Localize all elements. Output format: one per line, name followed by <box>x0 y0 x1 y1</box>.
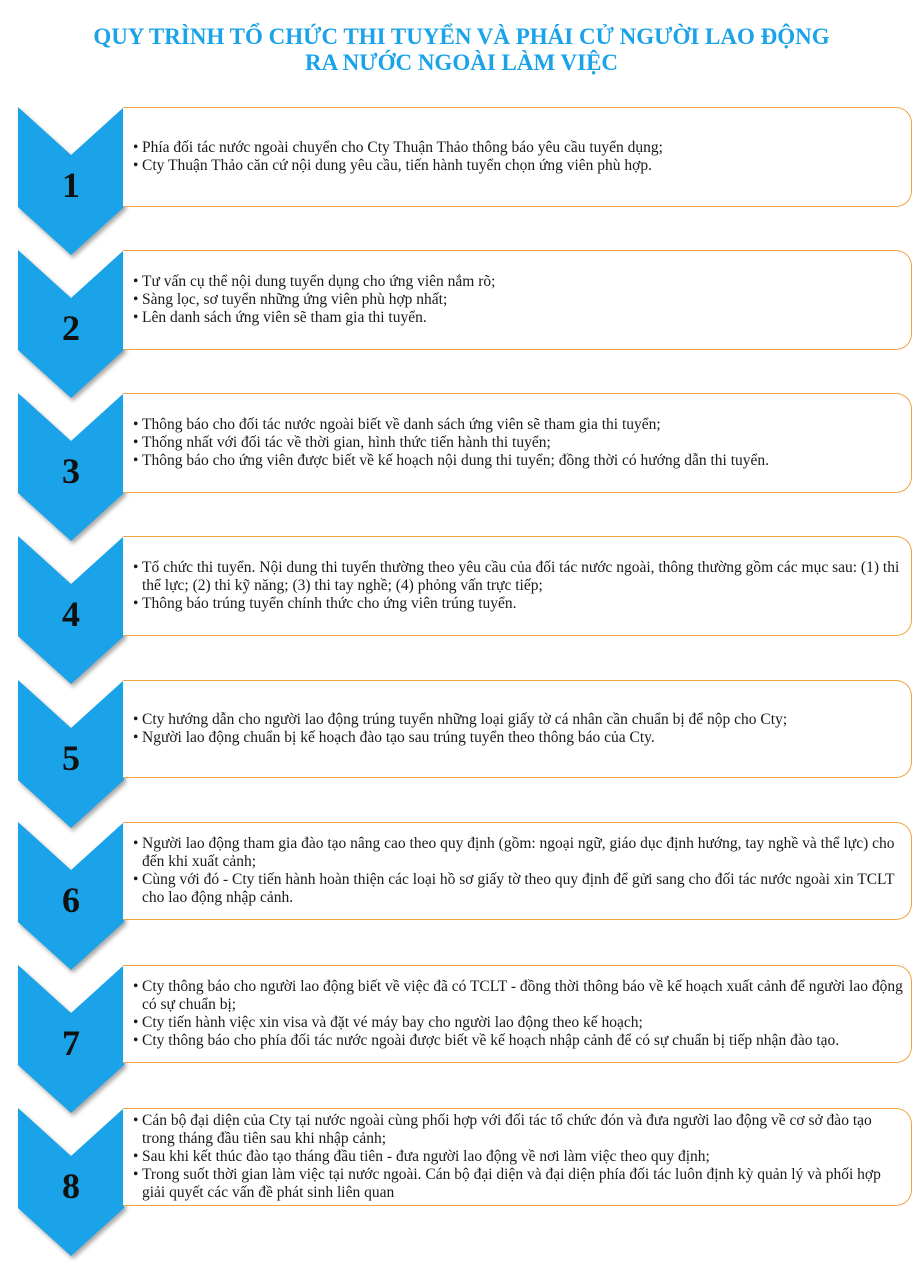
bullet-icon: • <box>133 273 139 290</box>
bullet-icon: • <box>133 1014 139 1031</box>
step-7-item <box>133 1032 903 1050</box>
step-6-number: 6 <box>62 880 80 920</box>
step-item-text: Người lao động chuẩn bị kế hoạch đào tạo sau trúng tuyển theo thông báo của Cty. <box>142 729 655 746</box>
step-1-box <box>123 107 912 207</box>
bullet-icon: • <box>133 978 139 995</box>
step-6-item <box>133 835 903 871</box>
step-item-text: Sàng lọc, sơ tuyển những ứng viên phù hợp nhất; <box>142 291 448 308</box>
step-6-box <box>123 822 912 920</box>
step-8-number: 8 <box>62 1166 80 1206</box>
step-item-text: Cty tiến hành việc xin visa và đặt vé máy bay cho người lao động theo kế hoạch; <box>142 1014 643 1031</box>
step-item-text: Cty thông báo cho người lao động biết về việc đã có TCLT - đồng thời thông báo về kế hoạch xuất cảnh để người lao động có sự chuẩn bị; <box>142 978 903 1013</box>
step-7-box <box>123 965 912 1063</box>
title-line-1: QUY TRÌNH TỔ CHỨC THI TUYỂN VÀ PHÁI CỬ NGƯỜI LAO ĐỘNG <box>93 24 830 49</box>
diagram-title <box>0 24 923 76</box>
step-4-number: 4 <box>62 594 80 634</box>
step-item-text: Lên danh sách ứng viên sẽ tham gia thi tuyển. <box>142 309 427 326</box>
bullet-icon: • <box>133 434 139 451</box>
step-5-number: 5 <box>62 738 80 778</box>
step-item-text: Trong suốt thời gian làm việc tại nước ngoài. Cán bộ đại diện và đại diện phía đối tác luôn định kỳ quản lý và phối hợp giải quyết các vấn đề phát sinh liên quan <box>142 1166 881 1201</box>
bullet-icon: • <box>133 1112 139 1129</box>
bullet-icon: • <box>133 595 139 612</box>
bullet-icon: • <box>133 416 139 433</box>
step-7-item <box>133 978 903 1014</box>
bullet-icon: • <box>133 1032 139 1049</box>
step-item-text: Cty hướng dẫn cho người lao động trúng tuyển những loại giấy tờ cá nhân cần chuẩn bị để nộp cho Cty; <box>142 711 788 728</box>
bullet-icon: • <box>133 452 139 469</box>
bullet-icon: • <box>133 1148 139 1165</box>
bullet-icon: • <box>133 871 139 888</box>
bullet-icon: • <box>133 291 139 308</box>
bullet-icon: • <box>133 1166 139 1183</box>
step-2-item <box>133 291 903 309</box>
step-item-text: Tư vấn cụ thể nội dung tuyển dụng cho ứng viên nắm rõ; <box>142 273 496 290</box>
step-3-number: 3 <box>62 451 80 491</box>
step-3-item <box>133 434 903 452</box>
step-item-text: Cty Thuận Thảo căn cứ nội dung yêu cầu, tiến hành tuyển chọn ứng viên phù hợp. <box>142 157 652 174</box>
step-5-box <box>123 680 912 778</box>
step-2-item <box>133 309 903 327</box>
step-item-text: Thống nhất với đối tác về thời gian, hình thức tiến hành thi tuyển; <box>142 434 551 451</box>
step-1-item <box>133 139 903 157</box>
bullet-icon: • <box>133 711 139 728</box>
step-1-item <box>133 157 903 175</box>
step-3-box <box>123 393 912 493</box>
step-5-item <box>133 729 903 747</box>
step-4-item <box>133 559 903 595</box>
step-item-text: Sau khi kết thúc đào tạo tháng đầu tiên - đưa người lao động về nơi làm việc theo quy định; <box>142 1148 710 1165</box>
step-4-item <box>133 595 903 613</box>
bullet-icon: • <box>133 835 139 852</box>
step-8-item <box>133 1166 903 1202</box>
step-3-item <box>133 416 903 434</box>
title-line-2: RA NƯỚC NGOÀI LÀM VIỆC <box>304 50 619 75</box>
step-6-item <box>133 871 903 907</box>
step-item-text: Thông báo trúng tuyển chính thức cho ứng viên trúng tuyển. <box>142 595 517 612</box>
step-item-text: Thông báo cho ứng viên được biết về kế hoạch nội dung thi tuyển; đồng thời có hướng dẫn thi tuyển. <box>142 452 770 469</box>
bullet-icon: • <box>133 729 139 746</box>
step-8-box <box>123 1108 912 1206</box>
bullet-icon: • <box>133 559 139 576</box>
step-item-text: Cùng với đó - Cty tiến hành hoàn thiện các loại hồ sơ giấy tờ theo quy định để gửi sang cho đối tác nước ngoài xin TCLT cho lao động nhập cảnh. <box>142 871 895 906</box>
step-item-text: Phía đối tác nước ngoài chuyển cho Cty Thuận Thảo thông báo yêu cầu tuyển dụng; <box>142 139 663 156</box>
step-7-item <box>133 1014 903 1032</box>
step-8-item <box>133 1112 903 1148</box>
step-item-text: Thông báo cho đối tác nước ngoài biết về danh sách ứng viên sẽ tham gia thi tuyển; <box>142 416 661 433</box>
step-item-text: Cty thông báo cho phía đối tác nước ngoài được biết về kế hoạch nhập cảnh để có sự chuẩn bị tiếp nhận đào tạo. <box>142 1032 840 1049</box>
step-item-text: Người lao động tham gia đào tạo nâng cao theo quy định (gồm: ngoại ngữ, giáo dục định hướng, tay nghề và thể lực) cho đến khi xuất cảnh; <box>142 835 895 870</box>
step-4-box <box>123 536 912 636</box>
bullet-icon: • <box>133 309 139 326</box>
step-7-number: 7 <box>62 1023 80 1063</box>
step-item-text: Cán bộ đại diện của Cty tại nước ngoài cùng phối hợp với đối tác tổ chức đón và đưa người lao động về cơ sở đào tạo trong tháng đầu tiên sau khi nhập cảnh; <box>142 1112 872 1147</box>
step-2-box <box>123 250 912 350</box>
step-item-text: Tổ chức thi tuyển. Nội dung thi tuyển thường theo yêu cầu của đối tác nước ngoài, thông thường gồm các mục sau: (1) thi thể lực; (2) thi kỹ năng; (3) thi tay nghề; (4) phỏng vấn trực tiếp; <box>142 559 900 594</box>
bullet-icon: • <box>133 139 139 156</box>
step-8-item <box>133 1148 903 1166</box>
step-1-number: 1 <box>62 165 80 205</box>
step-2-number: 2 <box>62 308 80 348</box>
bullet-icon: • <box>133 157 139 174</box>
step-5-item <box>133 711 903 729</box>
step-3-item <box>133 452 903 470</box>
step-2-item <box>133 273 903 291</box>
